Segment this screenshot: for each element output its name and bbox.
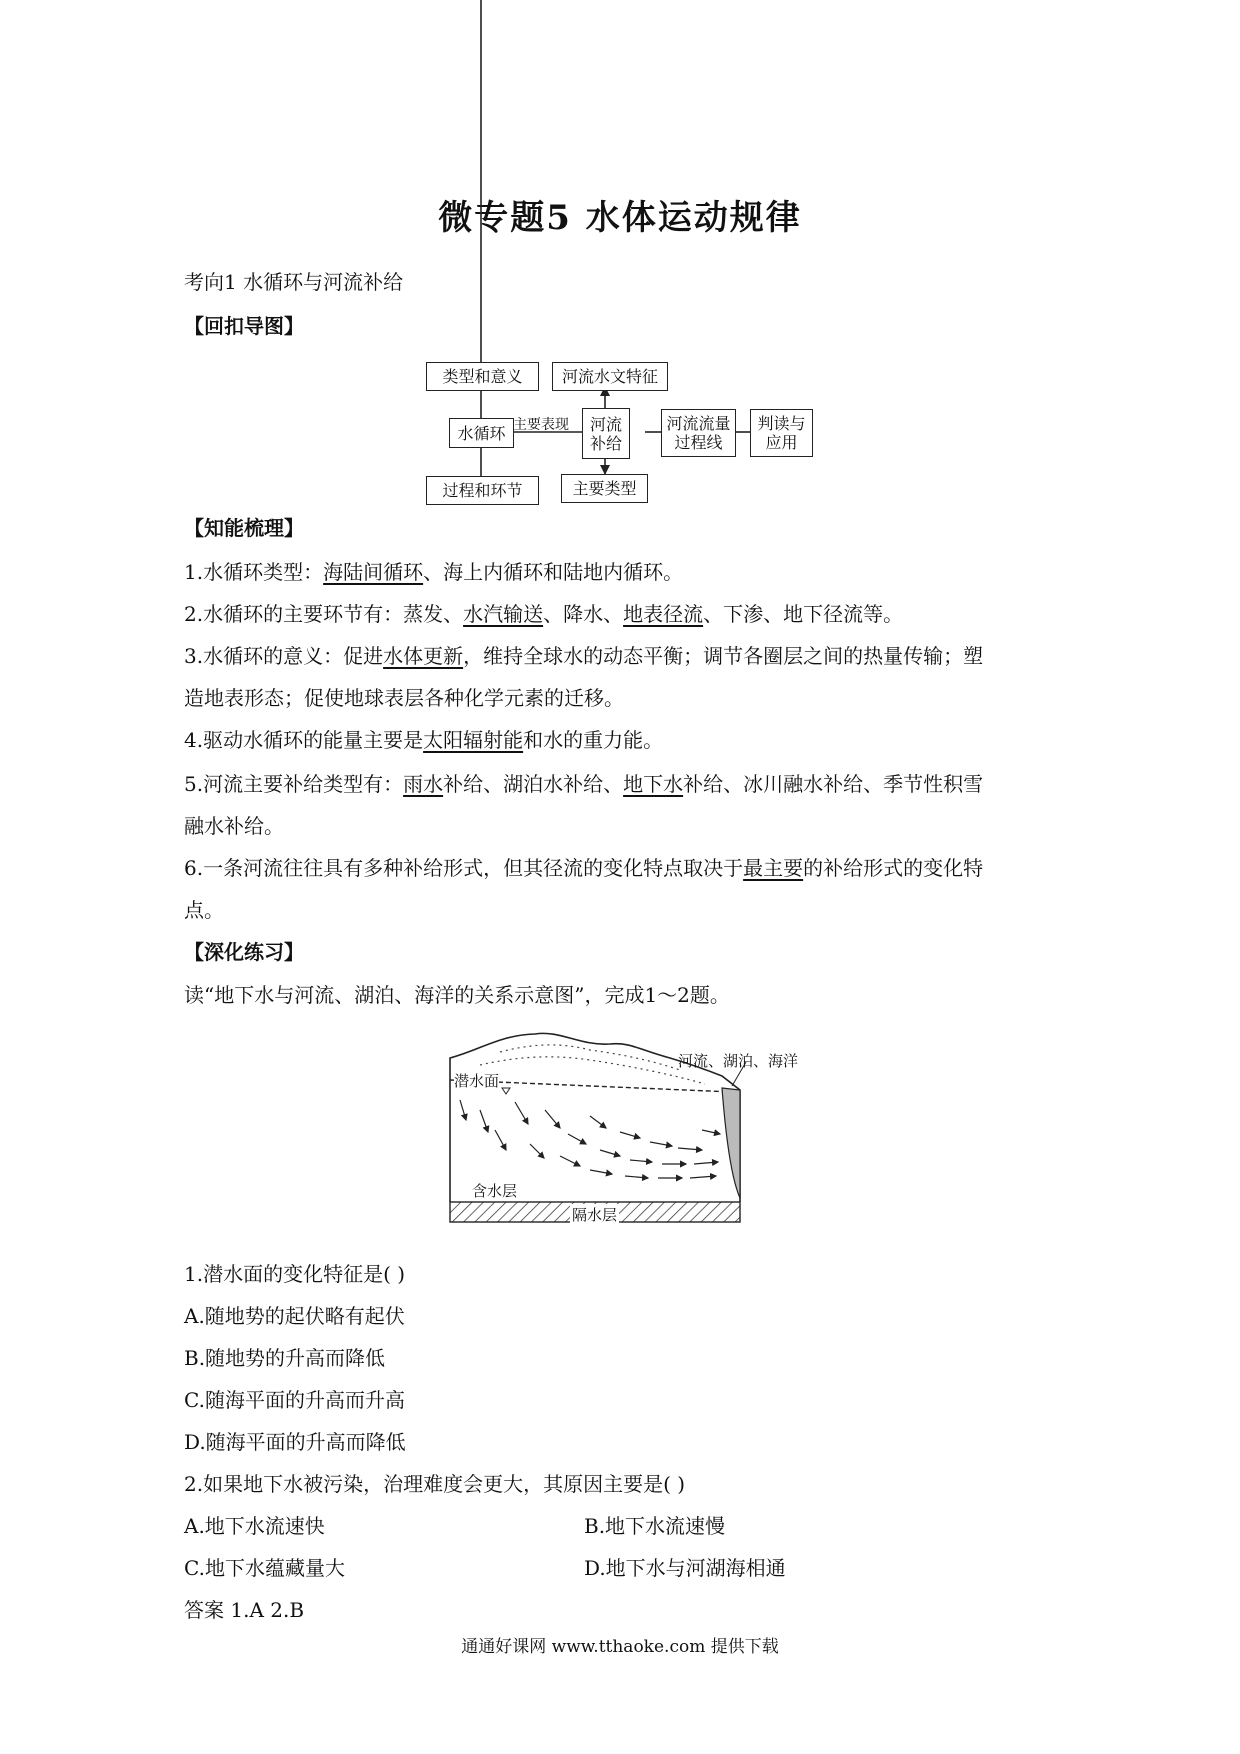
- mindmap-box-process: 过程和环节: [426, 476, 539, 505]
- point-3: 3.水循环的意义：促进水体更新，维持全球水的动态平衡；调节各圈层之间的热量传输；塑: [184, 644, 984, 668]
- point-2: 2.水循环的主要环节有：蒸发、水汽输送、降水、地表径流、下渗、地下径流等。: [184, 602, 904, 626]
- mindmap-label-main-expr: 主要表现: [513, 417, 569, 433]
- point-1-key: 海陆间循环: [323, 560, 424, 584]
- section-huikou: 【回扣导图】: [184, 314, 304, 338]
- question-2-option-a: A.地下水流速快: [184, 1514, 325, 1538]
- question-intro: 读“地下水与河流、湖泊、海洋的关系示意图”，完成1～2题。: [184, 983, 730, 1007]
- question-2-option-b: B.地下水流速慢: [584, 1514, 726, 1538]
- question-2-stem: 2.如果地下水被污染，治理难度会更大，其原因主要是( ): [184, 1472, 686, 1496]
- mindmap-box-flow-line: 河流流量过程线: [661, 409, 736, 457]
- point-3-key: 水体更新: [383, 644, 464, 668]
- point-3-line2: 造地表形态；促使地球表层各种化学元素的迁移。: [184, 686, 624, 710]
- point-6-line2: 点。: [184, 898, 224, 922]
- point-6: 6.一条河流往往具有多种补给形式，但其径流的变化特点取决于最主要的补给形式的变化特: [184, 856, 984, 880]
- mindmap-box-cycle: 水循环: [449, 418, 514, 448]
- point-2-key-a: 水汽输送: [463, 602, 544, 626]
- point-1: 1.水循环类型：海陆间循环、海上内循环和陆地内循环。: [184, 560, 684, 584]
- groundwater-diagram: [440, 1030, 820, 1245]
- question-1-option-b: B.随地势的升高而降低: [184, 1346, 386, 1370]
- mindmap-box-type-meaning: 类型和意义: [426, 362, 539, 391]
- mindmap-box-hydro: 河流水文特征: [552, 362, 668, 391]
- question-1-stem: 1.潜水面的变化特征是( ): [184, 1262, 406, 1286]
- question-1-option-a: A.随地势的起伏略有起伏: [184, 1304, 405, 1328]
- kaoxiang-heading: 考向1 水循环与河流补给: [184, 270, 404, 294]
- point-5-line2: 融水补给。: [184, 814, 284, 838]
- section-shenhua: 【深化练习】: [184, 940, 304, 964]
- section-zhineng: 【知能梳理】: [184, 516, 304, 540]
- footer-credit: 通通好课网 www.tthaoke.com 提供下载: [461, 1637, 779, 1657]
- page-title: 微专题5 水体运动规律: [438, 198, 802, 238]
- label-aquifer: 含水层: [472, 1182, 518, 1200]
- point-2-key-b: 地表径流: [623, 602, 704, 626]
- mindmap-box-judge: 判读与应用: [750, 409, 813, 457]
- label-water-table: 潜水面: [454, 1072, 500, 1090]
- point-5-key-a: 雨水: [403, 772, 444, 796]
- question-1-option-d: D.随海平面的升高而降低: [184, 1430, 406, 1454]
- point-4-key: 太阳辐射能: [423, 728, 524, 752]
- answer-line: 答案 1.A 2.B: [184, 1598, 305, 1622]
- point-5-key-b: 地下水: [623, 772, 684, 796]
- point-4: 4.驱动水循环的能量主要是太阳辐射能和水的重力能。: [184, 728, 664, 752]
- mindmap-box-main-types: 主要类型: [561, 474, 648, 503]
- question-2-option-c: C.地下水蕴藏量大: [184, 1556, 345, 1580]
- point-6-key: 最主要: [743, 856, 804, 880]
- question-2-option-d: D.地下水与河湖海相通: [584, 1556, 786, 1580]
- groundwater-flow-arrows: [460, 1100, 720, 1178]
- label-aquiclude: 隔水层: [572, 1206, 618, 1224]
- question-1-option-c: C.随海平面的升高而升高: [184, 1388, 405, 1412]
- point-5: 5.河流主要补给类型有：雨水补给、湖泊水补给、地下水补给、冰川融水补给、季节性积雪: [184, 772, 984, 796]
- surface-water-body: [722, 1088, 740, 1198]
- mindmap-box-supply: 河流补给: [582, 408, 630, 459]
- label-surface-water: 河流、湖泊、海洋: [678, 1052, 799, 1070]
